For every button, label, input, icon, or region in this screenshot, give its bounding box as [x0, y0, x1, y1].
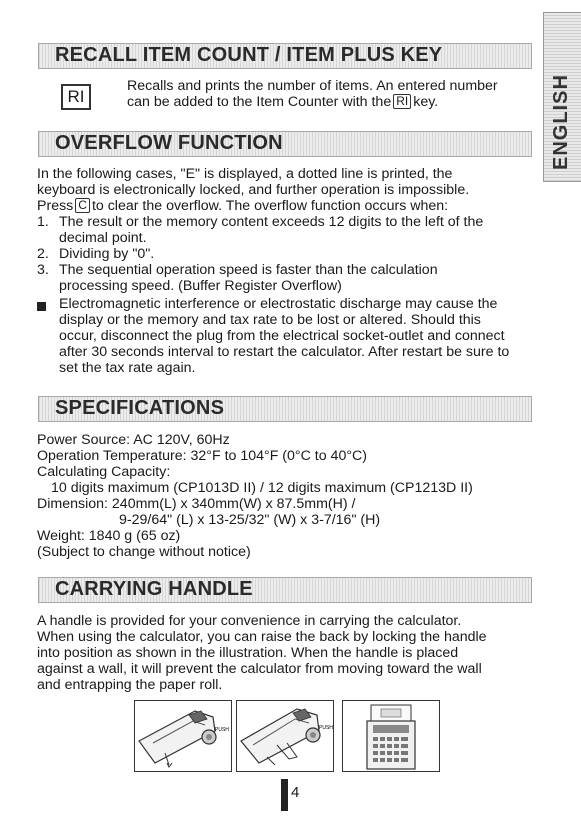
- ri-key-icon: RI: [61, 84, 91, 110]
- handle-line-5: and entrapping the paper roll.: [37, 677, 223, 693]
- push-label-2: PUSH: [319, 725, 333, 731]
- calculator-handle-push-icon: [237, 701, 334, 772]
- overflow-item-3-line-1: The sequential operation speed is faster than the calculation: [59, 262, 438, 278]
- spec-capacity-label: Calculating Capacity:: [37, 464, 171, 480]
- spec-dimension-imperial: 9-29/64" (L) x 13-25/32" (W) x 3-7/16" (H): [119, 512, 381, 528]
- handle-line-2: When using the calculator, you can raise the back by locking the handle: [37, 629, 487, 645]
- ri-key-inline-icon: RI: [393, 94, 411, 109]
- overflow-item-3-number: 3.: [37, 262, 49, 278]
- spec-capacity-value: 10 digits maximum (CP1013D II) / 12 digits maximum (CP1213D II): [51, 480, 473, 496]
- recall-line-1: Recalls and prints the number of items. An entered number: [127, 78, 498, 94]
- overflow-intro-1: In the following cases, "E" is displayed, a dotted line is printed, the: [37, 166, 453, 182]
- overflow-note-line-5: set the tax rate again.: [59, 360, 196, 376]
- handle-line-4: against a wall, it will prevent the calculator from moving toward the wall: [37, 661, 482, 677]
- page-number: 4: [291, 784, 300, 801]
- c-key-inline-icon: C: [75, 198, 90, 213]
- calculator-front-icon: [343, 701, 440, 772]
- push-label: PUSH: [215, 727, 229, 733]
- note-bullet-icon: [37, 302, 46, 311]
- calculator-side-handle-icon: [135, 701, 232, 772]
- spec-weight: Weight: 1840 g (65 oz): [37, 528, 181, 544]
- overflow-note-line-2: display or the memory and tax rate to be lost or altered. Should this: [59, 312, 481, 328]
- specs-heading: SPECIFICATIONS: [55, 397, 225, 419]
- recall-heading: RECALL ITEM COUNT / ITEM PLUS KEY: [55, 44, 443, 66]
- overflow-item-1-line-2: decimal point.: [59, 230, 147, 246]
- overflow-item-2-line-1: Dividing by "0".: [59, 246, 155, 262]
- recall-line-2-end: key.: [413, 94, 439, 110]
- spec-dimension-metric: Dimension: 240mm(L) x 340mm(W) x 87.5mm(H) /: [37, 496, 356, 512]
- overflow-item-3-line-2: processing speed. (Buffer Register Overflow): [59, 278, 342, 294]
- overflow-item-2-number: 2.: [37, 246, 49, 262]
- illustration-handle-lift: [134, 700, 232, 772]
- overflow-heading: OVERFLOW FUNCTION: [55, 132, 283, 154]
- spec-temperature: Operation Temperature: 32°F to 104°F (0°C to 40°C): [37, 448, 367, 464]
- overflow-item-1-number: 1.: [37, 214, 49, 230]
- overflow-intro-3-a: Press: [37, 198, 74, 214]
- overflow-item-1-line-1: The result or the memory content exceeds 12 digits to the left of the: [59, 214, 484, 230]
- language-tab-label: ENGLISH: [550, 74, 572, 170]
- handle-heading: CARRYING HANDLE: [55, 578, 253, 600]
- handle-line-1: A handle is provided for your convenience in carrying the calculator.: [37, 613, 462, 629]
- recall-line-2: [127, 94, 438, 110]
- illustration-handle-push: [236, 700, 334, 772]
- overflow-note-line-1: Electromagnetic interference or electrostatic discharge may cause the: [59, 296, 498, 312]
- handle-line-3: into position as shown in the illustration. When the handle is placed: [37, 645, 459, 661]
- spec-power: Power Source: AC 120V, 60Hz: [37, 432, 230, 448]
- overflow-note-line-4: after 30 seconds interval to restart the calculator. After restart be sure to: [59, 344, 510, 360]
- page-marker: [281, 779, 288, 811]
- overflow-intro-3-b: to clear the overflow. The overflow function occurs when:: [91, 198, 449, 214]
- recall-line-2-text: can be added to the Item Counter with the: [127, 94, 392, 110]
- illustration-calculator-raised: [342, 700, 440, 772]
- overflow-intro-3: [37, 198, 448, 214]
- overflow-note-line-3: occur, disconnect the plug from the electrical socket-outlet and connect: [59, 328, 505, 344]
- spec-notice: (Subject to change without notice): [37, 544, 251, 560]
- overflow-intro-2: keyboard is electronically locked, and further operation is impossible.: [37, 182, 470, 198]
